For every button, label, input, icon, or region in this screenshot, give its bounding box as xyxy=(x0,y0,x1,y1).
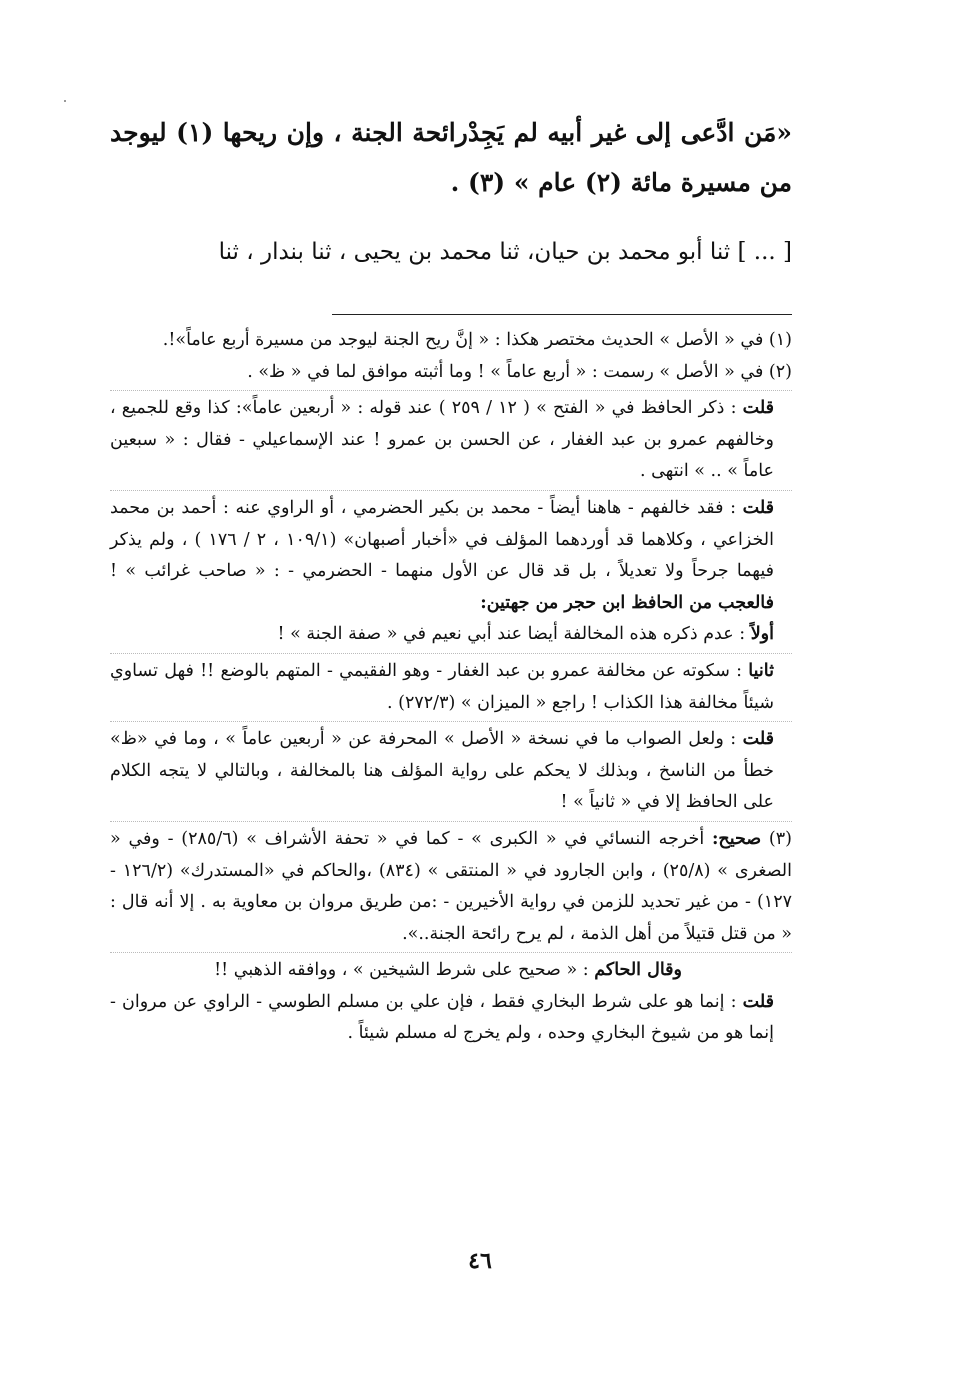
note-qult-1 xyxy=(110,393,792,488)
footnote-divider xyxy=(110,721,792,722)
footnote-1: (١) في « الأصل » الحديث مختصر هكذا : « إنَّ ريح الجنة ليوجد من مسيرة أربع عاماً»!. xyxy=(162,330,792,350)
fn3-text: أخرجه النسائي في « الكبرى » - كما في « تحفة الأشراف » (٢٨٥/٦) - وفي « الصغرى » (٢٥/٨) ، وابن الجارود في « المنتقى » (٨٣٤) ،والحاكم في «المستدرك» (١٢٦/٢ - ١٢٧) - من غير تحديد للزمن في رواية الأخيرين - :من طريق مروان بن معاوية به . إلا أنه قال : « من قتل قتيلاً من أهل الذمة ، لم يرح رائحة الجنة..». xyxy=(110,828,793,944)
footnote-divider xyxy=(110,821,792,822)
qult-text: : ولعل الصواب ما في نسخة « الأصل » المحرفة عن « أربعين عاماً » ، وما في «ظ» خطأ من الناسخ ، وبذلك لا يحكم على رواية المؤلف هنا بالمخالفة ، وبالتالي لا يتجه الكلام على الحافظ إلا في « ثانياً » ! xyxy=(110,729,774,813)
qult-label: قلت xyxy=(742,729,774,750)
note-second xyxy=(110,656,792,719)
hakim-text: : « صحيح على شرط الشيخين » ، ووافقه الذهبي !! xyxy=(214,960,589,981)
footnote-divider xyxy=(110,653,792,654)
scan-speck xyxy=(64,100,66,102)
qult-label: قلت xyxy=(742,398,774,419)
fn3-label: صحيح: xyxy=(711,828,762,849)
footnote-divider xyxy=(110,390,792,391)
footnote-separator xyxy=(332,314,792,315)
note-qult-2 xyxy=(110,493,792,619)
qult-text: : ذكر الحافظ في « الفتح » ( ١٢ / ٢٥٩ ) عند قوله : « أربعين عاماً»: كذا وقع للجميع ، وخالفهم عمرو بن عبد الغفار ، عن الحسن بن عمرو ! عند الإسماعيلي - فقال : « سبعين عاماً » .. » انتهى . xyxy=(110,398,774,482)
second-text: : سكوته عن مخالفة عمرو بن عبد الغفار - وهو الفقيمي - المتهم بالوضع !! فهل تساوي شيئاً مخالفة هذا الكذاب ! راجع « الميزان » (٢٧٢/٣) . xyxy=(110,660,774,713)
qult-text: : فقد خالفهم - هاهنا أيضاً - محمد بن بكير الحضرمي ، أو الراوي عنه : أحمد بن محمد الخزاعي ، وكلاهما قد أوردهما المؤلف في «أخبار أصبهان» (١٠٩/١ ، ٢ / ١٧٦ ) ، ولم يذكر فيهما جرحاً ولا تعديلاً ، بل قد قال عن الأول منهما - الحضرمي - : « صاحب غرائب » ! xyxy=(110,497,774,582)
page-body xyxy=(110,108,792,1050)
note-first xyxy=(110,619,792,651)
first-label: أولاً xyxy=(750,624,774,645)
footnote-3 xyxy=(110,824,792,950)
footnote-divider xyxy=(110,952,792,953)
first-text: : عدم ذكره هذه المخالفة أيضا عند أبي نعيم في « صفة الجنة » ! xyxy=(277,624,746,645)
hakim-label: وقال الحاكم xyxy=(594,960,682,981)
qult-label: قلت xyxy=(742,497,774,518)
footnote-divider xyxy=(110,490,792,491)
isnad-text: [ ... ] ثنا أبو محمد بن حيان، ثنا محمد بن يحيى ، ثنا بندار ، ثنا xyxy=(218,239,792,265)
qult-bold-tail: فالعجب من الحافظ ابن حجر من جهتين: xyxy=(480,592,774,613)
footnote-2: (٢) في « الأصل » رسمت : « أربع عاماً » ! وما أثبته موافق لما في « ظ» . xyxy=(247,361,792,382)
note-qult-3 xyxy=(110,724,792,819)
fn3-prefix: (٣) xyxy=(768,828,792,849)
note-hakim xyxy=(110,955,792,987)
footnotes xyxy=(110,325,792,1050)
note-qult-4 xyxy=(110,987,792,1050)
qult-text: : إنما هو على شرط البخاري فقط ، فإن علي بن مسلم الطوسي - الراوي عن مروان - إنما هو من شيوخ البخاري وحده ، ولم يخرج له مسلم شيئاً . xyxy=(110,991,774,1044)
hadith-text: «مَن ادَّعى إلى غير أبيه لم يَجِدْرائحة الجنة ، وإن ريحها (١) ليوجد من مسيرة مائة (٢) عام » (٣) . xyxy=(110,118,792,197)
second-label: ثانيا xyxy=(748,660,774,681)
qult-label: قلت xyxy=(742,991,774,1012)
page-number: ٤٦ xyxy=(468,1248,492,1274)
